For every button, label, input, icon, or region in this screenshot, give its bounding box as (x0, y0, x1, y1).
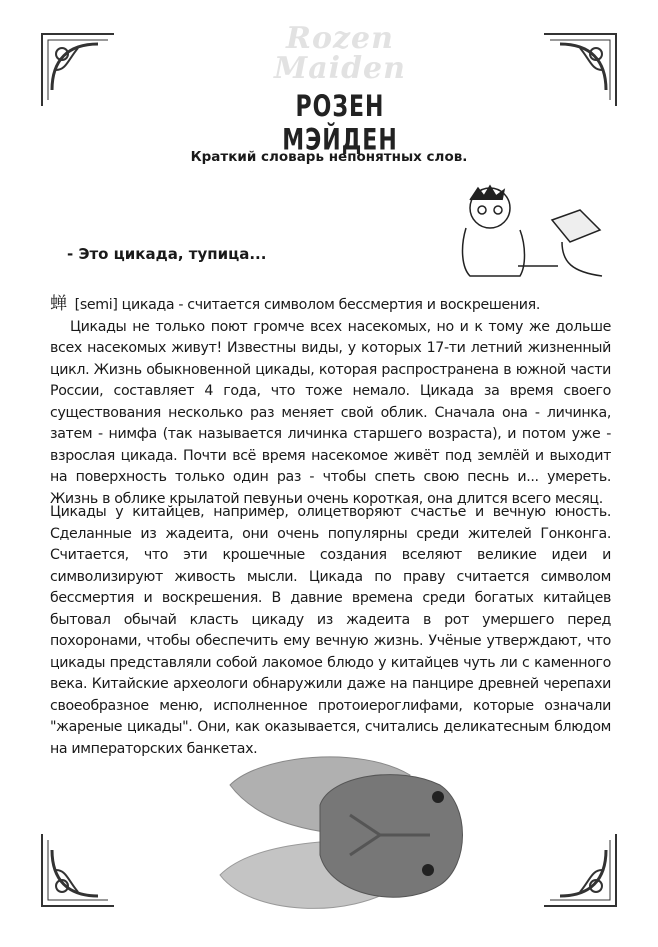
entry-block (50, 294, 611, 510)
entry-heading (50, 294, 611, 317)
paragraph-2-block (50, 502, 611, 760)
entry-definition: [semi] цикада - считается символом бессмертия и воскрешения. (74, 297, 541, 313)
manga-illustration (452, 180, 612, 280)
paragraph-2: Цикады у китайцев, например, олицетворяют счастье и вечную юность. Сделанные из жадеита, они очень популярны среди жителей Гонконга. Считается, что эти крошечные создания вселяют великие идеи и символизируют живость мысли. Цикада по праву считается символом бессмертия и воскрешения. В давние времена среди богатых китайцев бытовал обычай класть цикаду из жадеита в рот умершего перед похоронами, чтобы обеспечить ему вечную жизнь. Учёные утверждают, что цикады представляли собой лакомое блюдо у китайцев чуть ли с каменного века. Китайские археологи обнаружили даже на панцире древней черепахи своеобразное меню, исполненное протоиероглифами, которые означали "жареные цикады". Они, как оказывается, считались деликатесным блюдом на императорских банкетах. (50, 504, 611, 757)
corner-ornament-top-left (38, 30, 118, 110)
corner-ornament-bottom-right (540, 830, 620, 910)
paragraph-1: Цикады не только поют громче всех насекомых, но и к тому же дольше всех насекомых живут! Известны виды, у которых 17-ти летний жизненный цикл. Жизнь обыкновенной цикады, которая распространена в южной части России, составляет 4 года, что тоже немало. Цикада за время своего существования несколько раз меняет свой облик. Сначала она - личинка, затем - нимфа (так называется личинка старшего возраста), и потом уже - взрослая цикада. Почти всё время насекомое живёт под землёй и выходит на поверхность только один раз - чтобы спеть свою песнь и... умереть. Жизнь в облике крылатой певуньи очень короткая, она длится всего месяц. (50, 318, 611, 507)
logo-script: Rozen Maiden (274, 21, 406, 86)
entry-kanji: 蝉 (50, 294, 67, 314)
cicada-illustration (200, 745, 480, 925)
corner-ornament-top-right (540, 30, 620, 110)
quote-text: - Это цикада, тупица... (67, 245, 267, 263)
page-title: Краткий словарь непонятных слов. (190, 149, 468, 165)
corner-ornament-bottom-left (38, 830, 118, 910)
logo-russian: РОЗЕН МЭЙДЕН (282, 90, 398, 158)
